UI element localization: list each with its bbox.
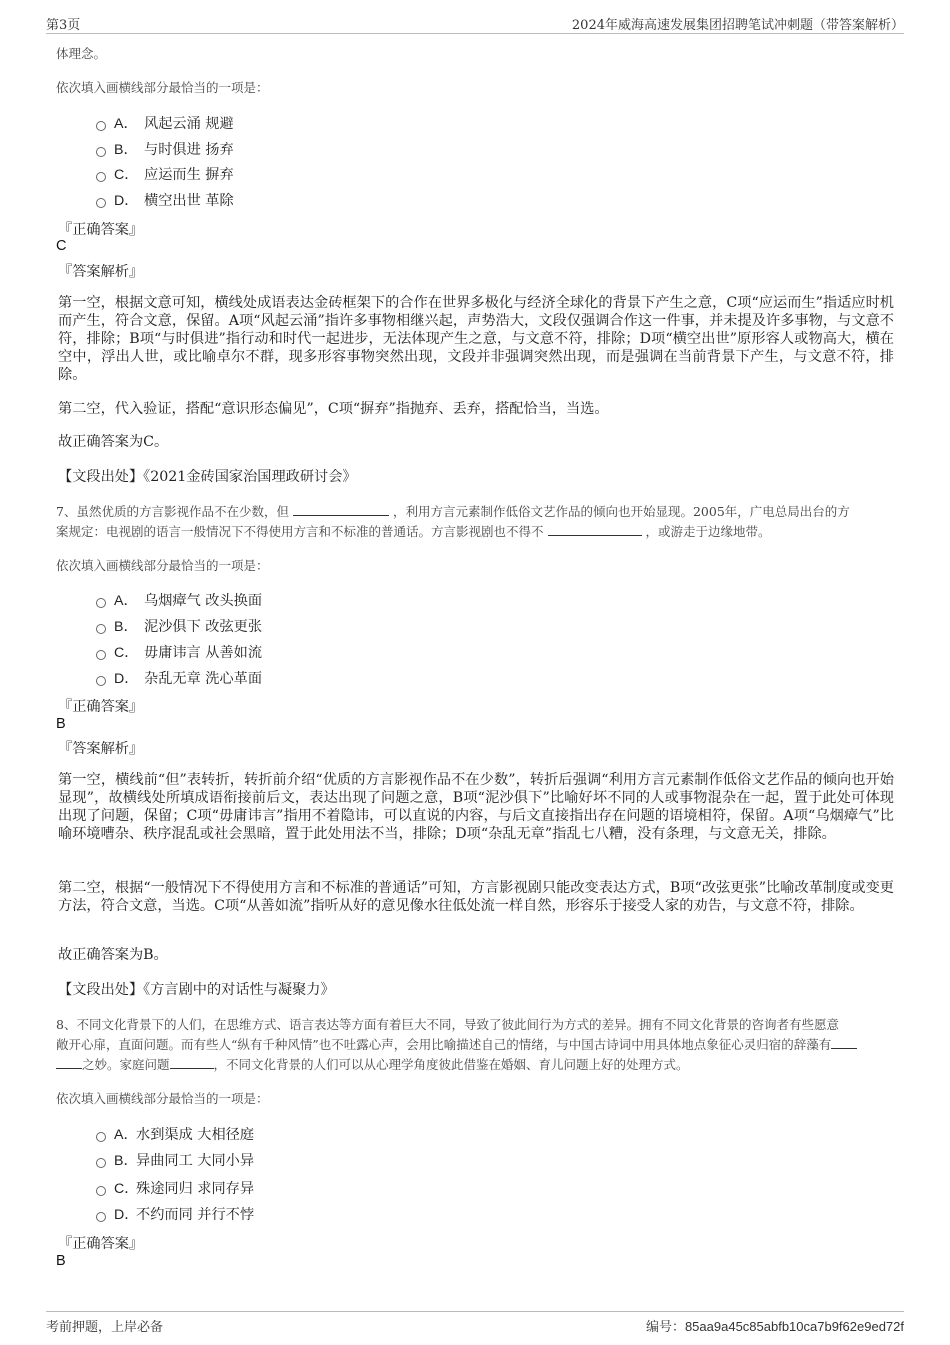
answer-blank [293, 502, 389, 516]
q7-analysis-p2: 第二空，根据“一般情况下不得使用方言和不标准的普通话”可知，方言影视剧只能改变表达方式，B项“改弦更张”比喻改革制度或变更方法，符合文意，当选。C项“从善如流”指听从好的意见像水往低处流一样自然，形容乐于接受人家的劝告，与文意不符，排除。 [58, 880, 894, 914]
q6-option-b[interactable]: B． 与时俱进 扬弃 [96, 140, 234, 160]
radio-icon[interactable] [96, 676, 106, 686]
radio-icon[interactable] [96, 624, 106, 634]
radio-icon[interactable] [96, 198, 106, 208]
q6-analysis-label: 『答案解析』 [58, 264, 144, 280]
radio-icon[interactable] [96, 650, 106, 660]
page-header [46, 14, 904, 34]
q7-stem: 7、虽然优质的方言影视作品不在少数，但 ，利用方言元素制作低俗文艺作品的倾向也开始显现。2005年，广电总局出台的方 案规定：电视剧的语言一般情况下不得使用方言和不标准的普通话。方言影视剧也不得不 ，或游走于边缘地带。 [56, 504, 850, 539]
page-number: 第3页 [46, 18, 81, 33]
q8-option-b[interactable]: B．异曲同工 大同小异 [96, 1151, 254, 1171]
radio-icon[interactable] [96, 1186, 106, 1196]
q8-answer: B [56, 1253, 66, 1269]
radio-icon[interactable] [96, 147, 106, 157]
q8-option-c[interactable]: C．殊途同归 求同存异 [96, 1179, 254, 1199]
q7-option-c[interactable]: C． 毋庸讳言 从善如流 [96, 643, 262, 663]
answer-blank [170, 1055, 214, 1069]
q6-analysis-p1: 第一空，根据文意可知，横线处成语表达金砖框架下的合作在世界多极化与经济全球化的背景下产生之意，C项“应运而生”指适应时机而产生，符合文意，保留。A项“风起云涌”指许多事物相继兴起，声势浩大，文段仅强调合作这一件事，并未提及许多事物，与文意不符，排除；B项“与时俱进”指行动和时代一起进步，无法体现产生之意，与文意不符，排除；D项“横空出世”原形容人或物高大，横在空中，浮出人世，或比喻卓尔不群，现多形容事物突然出现，文段并非强调突然出现，而是强调在当前背景下产生，与文意不符，排除。 [58, 295, 894, 383]
document-title: 2024年威海高速发展集团招聘笔试冲刺题（带答案解析） [571, 18, 904, 33]
radio-icon[interactable] [96, 598, 106, 608]
radio-icon[interactable] [96, 172, 106, 182]
q7-instruction: 依次填入画横线部分最恰当的一项是： [56, 558, 269, 573]
intro-tail: 体理念。 [56, 46, 107, 61]
answer-blank [831, 1035, 857, 1049]
q7-analysis-p3: 故正确答案为B。 [58, 947, 168, 963]
radio-icon[interactable] [96, 1158, 106, 1168]
q6-instruction: 依次填入画横线部分最恰当的一项是： [56, 80, 269, 95]
q7-answer-label: 『正确答案』 [58, 699, 144, 715]
q7-option-d[interactable]: D． 杂乱无章 洗心革面 [96, 669, 262, 689]
q7-analysis-label: 『答案解析』 [58, 741, 144, 757]
q6-option-a[interactable]: A． 风起云涌 规避 [96, 114, 234, 134]
q6-analysis-p3: 故正确答案为C。 [58, 434, 169, 450]
q8-option-d[interactable]: D．不约而同 并行不悖 [96, 1205, 254, 1225]
radio-icon[interactable] [96, 1132, 106, 1142]
q7-answer: B [56, 716, 66, 732]
answer-blank [56, 1055, 82, 1069]
q6-answer: C [56, 238, 67, 254]
q6-option-c[interactable]: C． 应运而生 摒弃 [96, 165, 234, 185]
q6-answer-label: 『正确答案』 [58, 222, 144, 238]
q7-option-b[interactable]: B． 泥沙俱下 改弦更张 [96, 617, 262, 637]
q6-analysis-p2: 第二空，代入验证，搭配“意识形态偏见”，C项“摒弃”指抛弃、丢弃，搭配恰当，当选。 [58, 401, 609, 417]
radio-icon[interactable] [96, 1212, 106, 1222]
answer-blank [548, 522, 642, 536]
q8-instruction: 依次填入画横线部分最恰当的一项是： [56, 1091, 269, 1106]
page-footer [46, 1311, 904, 1335]
q7-source: 【文段出处】《方言剧中的对话性与凝聚力》 [58, 982, 335, 998]
footer-slogan: 考前押题，上岸必备 [46, 1320, 164, 1335]
q6-source: 【文段出处】《2021金砖国家治国理政研讨会》 [58, 469, 357, 485]
q8-stem: 8、不同文化背景下的人们，在思维方式、语言表达等方面有着巨大不同，导致了彼此间行为方式的差异。拥有不同文化背景的咨询者有些愿意 敞开心扉，直面问题。而有些人“纵有千种风情”也不吐露心声，会用比喻描述自己的情绪，与中国古诗词中用具体地点象征心灵归宿的辞藻有 之妙。家庭问题 ，不同文化背景的人们可以从心理学角度彼此借鉴在婚姻、育儿问题上好的处理方式。 [56, 1015, 894, 1075]
document-code: 编号：85aa9a45c85abfb10ca7b9f62e9ed72f [645, 1319, 904, 1334]
radio-icon[interactable] [96, 121, 106, 131]
q6-option-d[interactable]: D． 横空出世 革除 [96, 191, 234, 211]
q7-option-a[interactable]: A． 乌烟瘴气 改头换面 [96, 591, 262, 611]
q8-option-a[interactable]: A．水到渠成 大相径庭 [96, 1125, 254, 1145]
q7-analysis-p1: 第一空，横线前“但”表转折，转折前介绍“优质的方言影视作品不在少数”，转折后强调“利用方言元素制作低俗文艺作品的倾向也开始显现”，故横线处所填成语衔接前后文，表达出现了问题之意，B项“泥沙俱下”比喻好坏不同的人或事物混杂在一起，置于此处可体现出现了问题，保留；C项“毋庸讳言”指用不着隐讳，可以直说的内容，与后文直接指出存在问题的语境相符，保留。A项“乌烟瘴气”比喻环境嘈杂、秩序混乱或社会黑暗，置于此处用法不当，排除；D项“杂乱无章”指乱七八糟，没有条理，与文意无关，排除。 [58, 772, 894, 842]
q8-answer-label: 『正确答案』 [58, 1236, 144, 1252]
